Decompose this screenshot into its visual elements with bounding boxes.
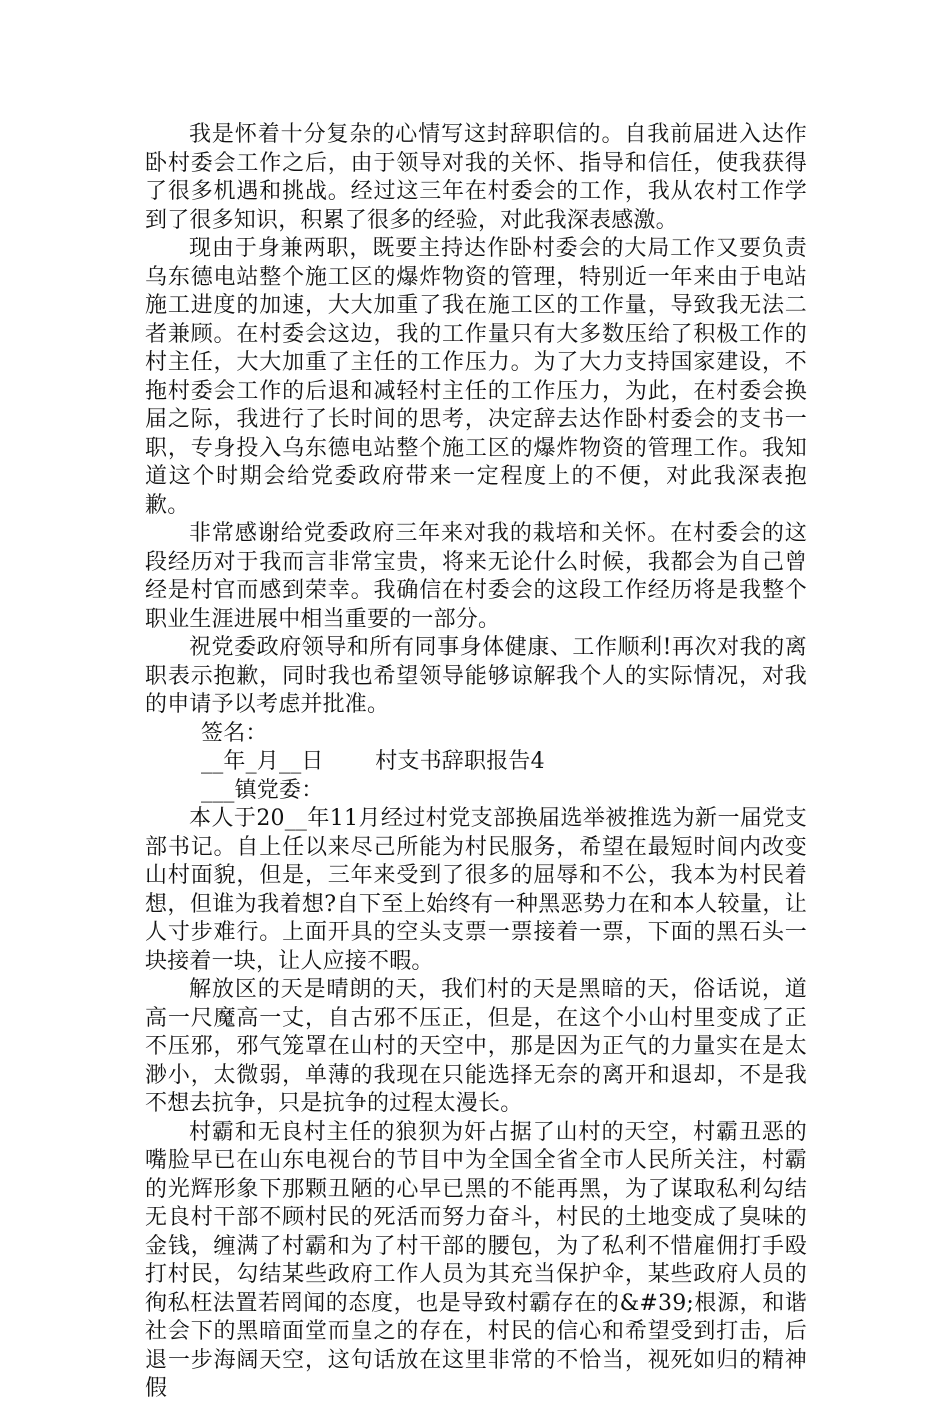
- document-body: [145, 121, 807, 1404]
- paragraph: 解放区的天是晴朗的天，我们村的天是黑暗的天，俗话说，道高一尺魔高一丈，自古邪不压正，但是，在这个小山村里变成了正不压邪，邪气笼罩在山村的天空中，那是因为正气的力量实在是太渺小，太微弱，单薄的我现在只能选择无奈的离开和退却，不是我不想去抗争，只是抗争的过程太漫长。: [145, 977, 807, 1116]
- signature-label: 签名：: [201, 720, 268, 746]
- paragraph: 现由于身兼两职，既要主持达作卧村委会的大局工作又要负责乌东德电站整个施工区的爆炸物资的管理，特别近一年来由于电站施工进度的加速，大大加重了我在施工区的工作量，导致我无法二者兼顾。在村委会这边，我的工作量只有大多数压给了积极工作的村主任，大大加重了主任的工作压力。为了大力支持国家建设，不拖村委会工作的后退和减轻村主任的工作压力，为此，在村委会换届之际，我进行了长时间的思考，决定辞去达作卧村委会的支书一职，专身投入乌东德电站整个施工区的爆炸物资的管理工作。我知道这个时期会给党委政府带来一定程度上的不便，对此我深表抱歉。: [145, 236, 807, 518]
- paragraph: 我是怀着十分复杂的心情写这封辞职信的。自我前届进入达作卧村委会工作之后，由于领导对我的关怀、指导和信任，使我获得了很多机遇和挑战。经过这三年在村委会的工作，我从农村工作学到了很多知识，积累了很多的经验，对此我深表感激。: [145, 122, 807, 233]
- recipient: ___镇党委：: [201, 777, 324, 803]
- paragraph: 祝党委政府领导和所有同事身体健康、工作顺利!再次对我的离职表示抱歉，同时我也希望领导能够谅解我个人的实际情况，对我的申请予以考虑并批准。: [145, 635, 807, 717]
- paragraph: 村霸和无良村主任的狼狈为奸占据了山村的天空，村霸丑恶的嘴脸早已在山东电视台的节目中为全国全省全市人民所关注，村霸的光辉形象下那颗丑陋的心早已黑的不能再黑，为了谋取私利勾结无良村干部不顾村民的死活而努力奋斗，村民的土地变成了臭味的金钱，缠满了村霸和为了村干部的腰包，为了私利不惜雇佣打手殴打村民，勾结某些政府工作人员为其充当保护伞，某些政府人员的徇私枉法置若罔闻的态度，也是导致村霸存在的&#39;根源，和谐社会下的黑暗面堂而皇之的存在，村民的信心和希望受到打击，后退一步海阔天空，这句话放在这里非常的不恰当，视死如归的精神假: [145, 1119, 807, 1401]
- paragraph: 本人于20__年11月经过村党支部换届选举被推选为新一届党支部书记。自上任以来尽己所能为村民服务，希望在最短时间内改变山村面貌，但是，三年来受到了很多的屈辱和不公，我本为村民着想，但谁为我着想?自下至上始终有一种黑恶势力在和本人较量，让人寸步难行。上面开具的空头支票一票接着一票，下面的黑石头一块接着一块，让人应接不暇。: [145, 806, 807, 974]
- paragraph: 非常感谢给党委政府三年来对我的栽培和关怀。在村委会的这段经历对于我而言非常宝贵，将来无论什么时候，我都会为自己曾经是村官而感到荣幸。我确信在村委会的这段工作经历将是我整个职业生涯进展中相当重要的一部分。: [145, 521, 807, 632]
- date-and-title: __年_月__日 村支书辞职报告4: [201, 749, 545, 774]
